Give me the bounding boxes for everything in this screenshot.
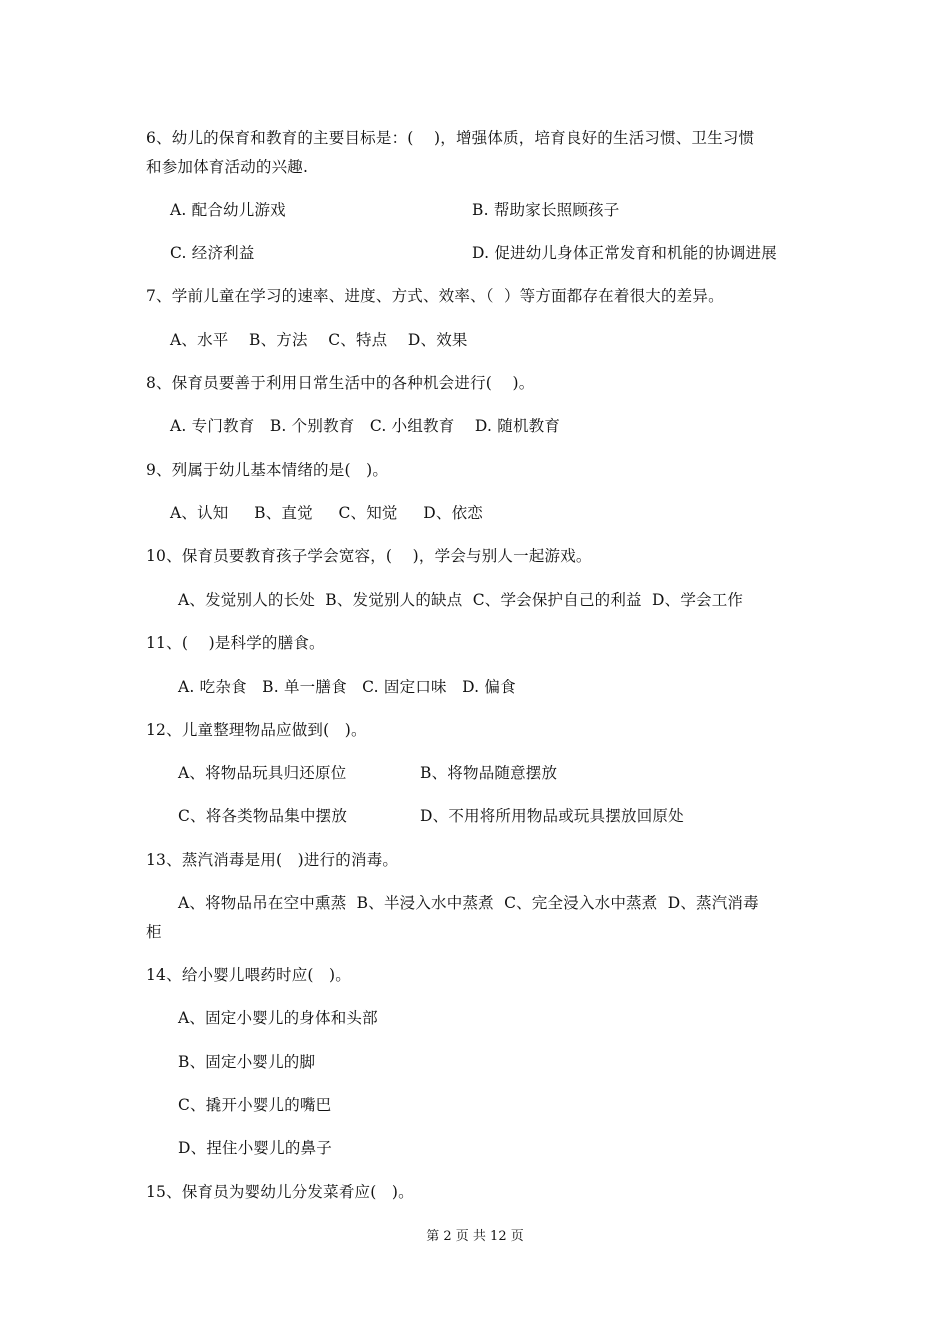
question-12-option-d: D、不用将所用物品或玩具摆放回原处 [420, 807, 684, 825]
question-14-option-a: A、固定小婴儿的身体和头部 [178, 1009, 378, 1027]
question-12-option-a: A、将物品玩具归还原位 [178, 764, 347, 782]
question-12-option-c: C、将各类物品集中摆放 [178, 807, 348, 825]
question-10-options: A、发觉别人的长处 B、发觉别人的缺点 C、学会保护自己的利益 D、学会工作 [178, 591, 744, 609]
page-number-footer: 第 2 页 共 12 页 [426, 1229, 524, 1244]
question-14-option-d: D、捏住小婴儿的鼻子 [178, 1139, 332, 1157]
question-8-options: A. 专门教育 B. 个别教育 C. 小组教育 D. 随机教育 [170, 417, 561, 435]
question-13-stem: 13、蒸汽消毒是用( )进行的消毒。 [146, 851, 399, 869]
question-7-options: A、水平 B、方法 C、特点 D、效果 [170, 331, 468, 349]
question-9-stem: 9、列属于幼儿基本情绪的是( )。 [146, 461, 389, 479]
question-14-option-b: B、固定小婴儿的脚 [178, 1053, 316, 1071]
question-7-stem: 7、学前儿童在学习的速率、进度、方式、效率、（ ）等方面都存在着很大的差异。 [146, 287, 724, 305]
question-6-stem-line-1: 6、幼儿的保育和教育的主要目标是：( )，增强体质，培育良好的生活习惯、卫生习惯 [146, 129, 755, 147]
question-15-stem: 15、保育员为婴幼儿分发菜肴应( )。 [146, 1183, 414, 1201]
question-6-option-c: C. 经济利益 [170, 244, 255, 262]
question-12-option-b: B、将物品随意摆放 [420, 764, 558, 782]
question-6-option-a: A. 配合幼儿游戏 [170, 201, 286, 219]
question-12-stem: 12、儿童整理物品应做到( )。 [146, 721, 367, 739]
question-11-options: A. 吃杂食 B. 单一膳食 C. 固定口味 D. 偏食 [178, 678, 516, 696]
question-6-option-b: B. 帮助家长照顾孩子 [472, 201, 620, 219]
question-8-stem: 8、保育员要善于利用日常生活中的各种机会进行( )。 [146, 374, 535, 392]
question-6-option-d: D. 促进幼儿身体正常发育和机能的协调进展 [472, 244, 777, 262]
question-11-stem: 11、( )是科学的膳食。 [146, 634, 325, 652]
question-14-option-c: C、撬开小婴儿的嘴巴 [178, 1096, 332, 1114]
question-9-options: A、认知 B、直觉 C、知觉 D、依恋 [170, 504, 483, 522]
question-10-stem: 10、保育员要教育孩子学会宽容，( )，学会与别人一起游戏。 [146, 547, 592, 565]
question-13-options-line-2: 柜 [146, 923, 162, 941]
question-13-options-line-1: A、将物品吊在空中熏蒸 B、半浸入水中蒸煮 C、完全浸入水中蒸煮 D、蒸汽消毒 [178, 894, 759, 912]
question-6-stem-line-2: 和参加体育活动的兴趣. [146, 158, 309, 176]
question-14-stem: 14、给小婴儿喂药时应( )。 [146, 966, 351, 984]
